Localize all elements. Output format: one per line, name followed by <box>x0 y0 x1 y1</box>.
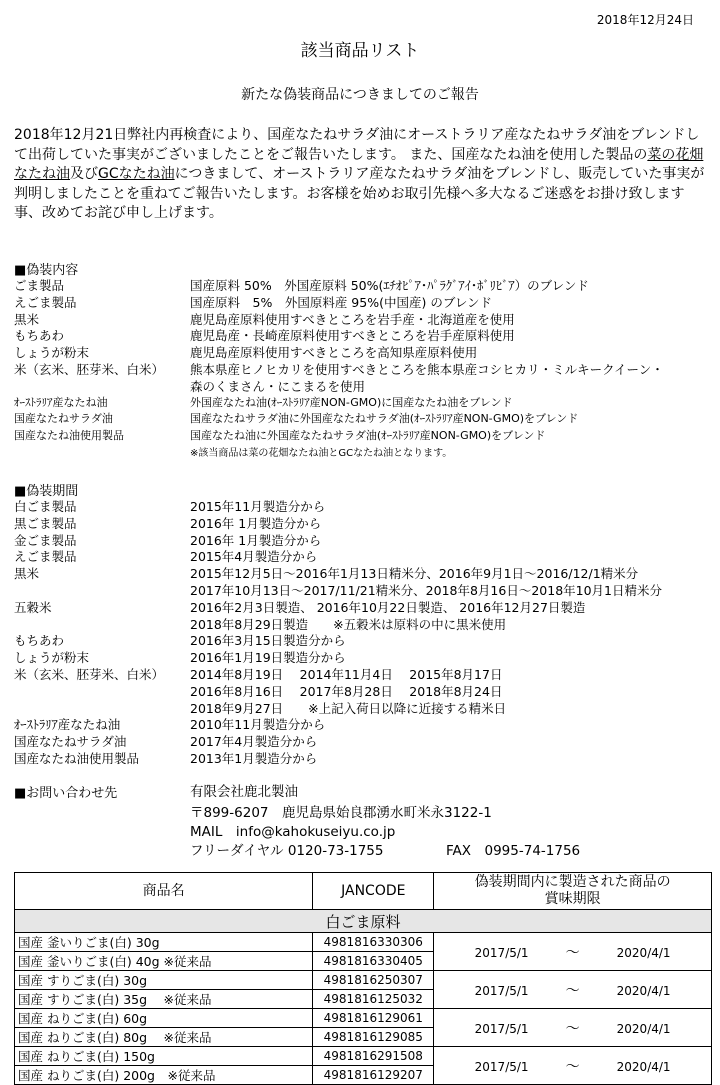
period-item-label: 国産なたね油使用製品 <box>14 750 140 766</box>
period-item-value: 2013年1月製造分から <box>190 750 318 766</box>
expiry-tilde: ～ <box>565 1020 580 1037</box>
period-item-value: 2014年8月19日 2014年11月4日 2015年8月17日 <box>190 666 503 682</box>
expiry-tilde: ～ <box>565 1058 580 1075</box>
period-row <box>14 564 714 581</box>
contents-item-label: 国産なたね油使用製品 <box>14 429 124 443</box>
period-item-value: 2015年12月5日～2016年1月13日精米分、2016年9月1日～2016/12/1精米分 <box>190 566 639 582</box>
period-item-value: 2017年4月製造分から <box>190 734 318 750</box>
contents-item-value: 鹿児島産原料使用すべきところを岩手産・北海道産を使用 <box>190 311 515 327</box>
company-name: 有限会社鹿北製油 <box>190 784 298 800</box>
contents-row <box>14 310 714 327</box>
intro-text-3: につきまして、オーストラリア産なたねサラダ油をブレンドし、販売していた事実が判明しましたことを重ねてご報告いたします。お客様を始めお取引先様へ多大なるご迷惑をお掛け致します事、改めてお詫び申し上げます。 <box>14 166 705 221</box>
period-row <box>14 514 714 531</box>
product-name-cell: 国産 ねりごま(白) 80g ※従来品 <box>15 1028 313 1047</box>
contents-item-label: しょうが粉末 <box>14 345 90 361</box>
period-row <box>14 749 714 766</box>
period-row <box>14 648 714 665</box>
period-item-label: 黒米 <box>14 566 40 582</box>
period-item-label: しょうが粉末 <box>14 650 90 666</box>
contents-item-label: ｵｰｽﾄﾗﾘｱ産なたね油 <box>14 395 108 409</box>
contents-heading: ■偽装内容 <box>14 263 79 278</box>
table-row <box>15 1047 712 1066</box>
category-row <box>15 910 712 933</box>
expiry-start: 2017/5/1 <box>474 983 529 998</box>
contents-item-value: 森のくまさん・にこまるを使用 <box>190 378 366 394</box>
category-label: 白ごま原料 <box>15 910 712 933</box>
jancode-cell: 4981816250307 <box>313 971 434 990</box>
header-period <box>434 873 712 910</box>
period-item-value: 2016年 1月製造分から <box>190 515 322 531</box>
expiry-period-cell <box>434 1009 712 1047</box>
period-item-label: 金ごま製品 <box>14 532 77 548</box>
contents-item-value: 外国産なたね油(ｵｰｽﾄﾗﾘｱ産NON-GMO)に国産なたね油をブレンド <box>190 395 513 409</box>
period-item-label: 国産なたねサラダ油 <box>14 734 127 750</box>
contents-list <box>14 276 714 461</box>
expiry-start: 2017/5/1 <box>474 1059 529 1074</box>
intro-text-1: 2018年12月21日弊社内再検査により、国産なたねサラダ油にオーストラリア産なたねサラダ油をブレンドして出荷していた事実がございましたことをご報告いたします。 また、国産なたね油を使用した製品の <box>14 127 700 163</box>
contents-item-label: 米（玄米、胚芽米、白米） <box>14 361 165 377</box>
contents-item-value: 鹿児島産・長崎産原料使用すべきところを岩手産原料使用 <box>190 328 515 344</box>
jancode-cell: 4981816125032 <box>313 990 434 1009</box>
contents-row <box>14 360 714 377</box>
contents-item-value: 熊本県産ヒノヒカリを使用すべきところを熊本県産コシヒカリ・ミルキークイーン・ <box>190 361 664 377</box>
contents-item-value: 鹿児島産原料使用すべきところを高知県産原料使用 <box>190 345 478 361</box>
period-item-value: 2015年11月製造分から <box>190 499 326 514</box>
period-list <box>14 497 714 766</box>
period-item-value: 2016年8月16日 2017年8月28日 2018年8月24日 <box>190 683 503 699</box>
table-row <box>15 1009 712 1028</box>
header-period-text: 偽装期間内に製造された商品の賞味期限 <box>474 874 671 907</box>
contact-freedial: フリーダイヤル 0120-73-1755 <box>190 843 384 859</box>
expiry-end: 2020/4/1 <box>616 1059 671 1074</box>
period-item-value: 2018年9月27日 ※上記入荷日以降に近接する精米日 <box>190 700 507 716</box>
product-name-cell: 国産 ねりごま(白) 200g ※従来品 <box>15 1066 313 1085</box>
contents-item-value: 国産原料 5% 外国原料産 95%(中国産) のブレンド <box>190 294 493 310</box>
period-item-value: 2015年4月製造分から <box>190 549 318 565</box>
period-row <box>14 715 714 732</box>
jancode-cell: 4981816291508 <box>313 1047 434 1066</box>
expiry-end: 2020/4/1 <box>616 1021 671 1036</box>
jancode-cell: 4981816129085 <box>313 1028 434 1047</box>
contact-mail: MAIL info@kahokuseiyu.co.jp <box>190 824 396 840</box>
period-item-label: もちあわ <box>14 633 65 649</box>
table-row <box>15 933 712 952</box>
expiry-start: 2017/5/1 <box>474 1021 529 1036</box>
jancode-cell: 4981816129061 <box>313 1009 434 1028</box>
contents-item-label: ごま製品 <box>14 278 65 293</box>
expiry-start: 2017/5/1 <box>474 945 529 960</box>
contents-item-label: 黒米 <box>14 311 40 327</box>
expiry-period-cell <box>434 1047 712 1085</box>
table-header-row <box>15 873 712 910</box>
contents-row <box>14 444 714 461</box>
page-subtitle: 新たな偽装商品につきましてのご報告 <box>241 87 479 103</box>
period-row <box>14 497 714 514</box>
period-row <box>14 699 714 716</box>
document-date: 2018年12月24日 <box>596 13 694 27</box>
period-item-value: 2018年8月29日製造 ※五穀米は原料の中に黒米使用 <box>190 616 507 632</box>
header-product-name: 商品名 <box>15 873 313 910</box>
period-item-value: 2016年 1月製造分から <box>190 532 322 548</box>
product-name-cell: 国産 すりごま(白) 30g <box>15 971 313 990</box>
period-row <box>14 598 714 615</box>
contents-item-value: 国産原料 50% 外国産原料 50%(ｴﾁｵﾋﾟｱ･ﾊﾟﾗｸﾞｱｲ･ﾎﾞﾘﾋﾞｱ）のブレンド <box>190 278 589 293</box>
period-item-label: 黒ごま製品 <box>14 515 77 531</box>
contents-row <box>14 343 714 360</box>
contact-fax: FAX 0995-74-1756 <box>446 843 581 859</box>
period-item-label: 五穀米 <box>14 599 52 615</box>
contents-row <box>14 410 714 427</box>
contents-item-value: ※該当商品は菜の花畑なたね油とGCなたね油となります。 <box>190 447 453 459</box>
period-row <box>14 665 714 682</box>
product-name-cell: 国産 ねりごま(白) 60g <box>15 1009 313 1028</box>
expiry-end: 2020/4/1 <box>616 983 671 998</box>
period-item-label: ｵｰｽﾄﾗﾘｱ産なたね油 <box>14 717 121 733</box>
period-heading: ■偽装期間 <box>14 484 79 499</box>
product-name-cell: 国産 すりごま(白) 35g ※従来品 <box>15 990 313 1009</box>
expiry-end: 2020/4/1 <box>616 945 671 960</box>
contents-item-label: 国産なたねサラダ油 <box>14 412 113 426</box>
contents-row <box>14 326 714 343</box>
period-row <box>14 682 714 699</box>
contents-row <box>14 377 714 394</box>
period-row <box>14 615 714 632</box>
table-row <box>15 971 712 990</box>
product-name-cell: 国産 ねりごま(白) 150g <box>15 1047 313 1066</box>
period-row <box>14 631 714 648</box>
period-item-label: 米（玄米、胚芽米、白米） <box>14 666 165 682</box>
contents-item-label: もちあわ <box>14 328 65 344</box>
period-item-value: 2010年11月製造分から <box>190 717 326 733</box>
intro-text-2: 及び <box>70 166 98 182</box>
expiry-tilde: ～ <box>565 944 580 961</box>
period-item-value: 2016年2月3日製造、 2016年10月22日製造、 2016年12月27日製造 <box>190 599 586 615</box>
expiry-tilde: ～ <box>565 982 580 999</box>
header-jancode: JANCODE <box>313 873 434 910</box>
expiry-period-cell <box>434 933 712 971</box>
contents-row <box>14 394 714 411</box>
period-item-label: 白ごま製品 <box>14 499 77 514</box>
contents-item-value: 国産なたね油に外国産なたねサラダ油(ｵｰｽﾄﾗﾘｱ産NON-GMO)をブレンド <box>190 429 546 443</box>
page-title: 該当商品リスト <box>300 41 420 61</box>
period-row <box>14 581 714 598</box>
contents-item-value: 国産なたねサラダ油に外国産なたねサラダ油(ｵｰｽﾄﾗﾘｱ産NON-GMO)をブレンド <box>190 412 579 426</box>
period-row <box>14 732 714 749</box>
product-table <box>14 872 712 1085</box>
product-name-cell: 国産 釜いりごま(白) 40g ※従来品 <box>15 952 313 971</box>
contents-row <box>14 276 714 293</box>
contents-row <box>14 427 714 444</box>
product-name-link-2: GCなたね油 <box>98 166 175 182</box>
jancode-cell: 4981816330306 <box>313 933 434 952</box>
jancode-cell: 4981816129207 <box>313 1066 434 1085</box>
period-item-value: 2016年3月15日製造分から <box>190 633 346 649</box>
period-item-label: えごま製品 <box>14 549 77 565</box>
period-row <box>14 547 714 564</box>
period-item-value: 2017年10月13日～2017/11/21精米分、2018年8月16日～2018年10月1日精米分 <box>190 582 663 598</box>
contact-heading: ■お問い合わせ先 <box>14 786 118 801</box>
contents-item-label: えごま製品 <box>14 294 77 310</box>
period-item-value: 2016年1月19日製造分から <box>190 650 346 666</box>
product-name-link-1: 菜の花畑なたね油 <box>14 146 704 182</box>
period-row <box>14 531 714 548</box>
contents-row <box>14 293 714 310</box>
jancode-cell: 4981816330405 <box>313 952 434 971</box>
expiry-period-cell <box>434 971 712 1009</box>
company-address: 〒899-6207 鹿児島県始良郡湧水町米永3122-1 <box>190 805 492 821</box>
intro-paragraph <box>14 126 706 224</box>
product-name-cell: 国産 釜いりごま(白) 30g <box>15 933 313 952</box>
